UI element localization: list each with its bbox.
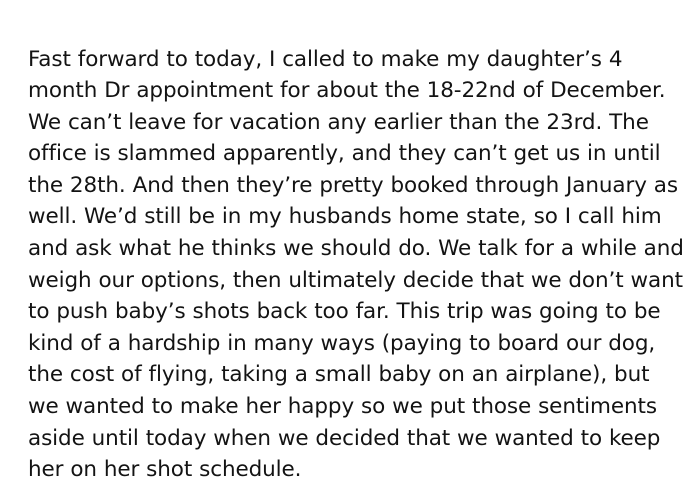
story-paragraph: Fast forward to today, I called to make my daughter’s 4 month Dr appointment for about the 18-22nd of December. We can’t leave for vacation any earlier than the 23rd. The office is slammed apparently, and they can’t get us in until the 28th. And then they’re pretty booked through January as well. We’d still be in my husbands home state, so I call him and ask what he thinks we should do. We talk for a while and weigh our options, then ultimately decide that we don’t want to push baby’s shots back too far. This trip was going to be kind of a hardship in many ways (paying to board our dog, the cost of flying, taking a small baby on an airplane), but we wanted to make her happy so we put those sentiments aside until today when we decided that we wanted to keep her on her shot schedule. [28,46,691,483]
